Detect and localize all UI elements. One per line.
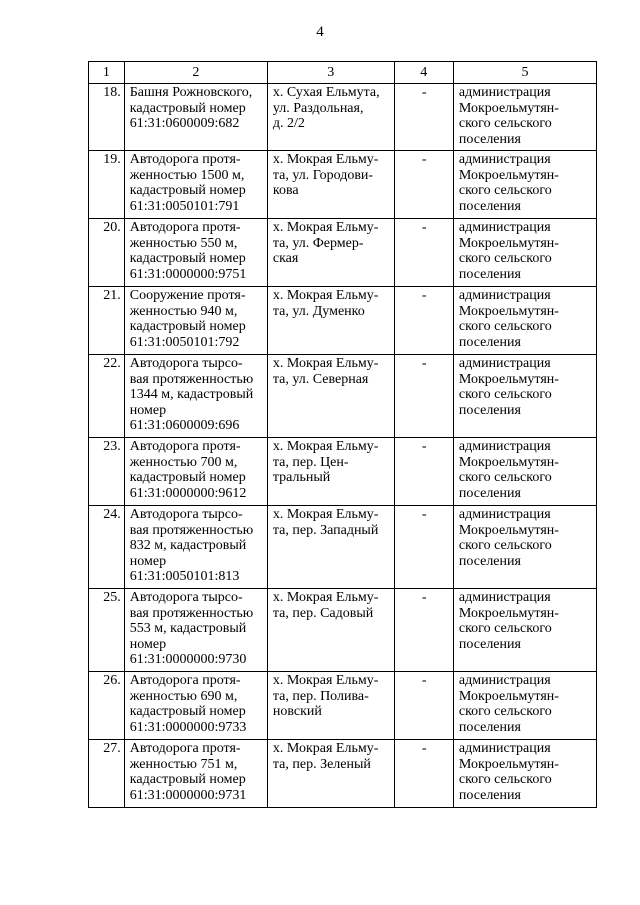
object-name-line: 61:31:0000000:9731	[129, 787, 247, 803]
holder-line: администрация	[458, 85, 551, 100]
object-name-line: Автодорога протя-	[129, 220, 241, 235]
address-line: та, ул. Фермер-	[272, 235, 364, 251]
row-number-cell: 18.	[89, 84, 125, 151]
holder-line: администрация	[458, 741, 551, 756]
holder-cell	[453, 151, 596, 219]
address-line: кова	[272, 183, 299, 198]
table-row	[89, 672, 597, 740]
object-name-line: 61:31:0000000:9751	[129, 266, 247, 282]
object-name-cell	[124, 672, 267, 740]
address-line: х. Мокрая Ельму-	[272, 356, 379, 371]
address-line: та, пер. Зеленый	[272, 756, 371, 772]
holder-line: поселения	[458, 334, 521, 350]
row-number-cell: 19.	[89, 151, 125, 219]
object-name-cell	[124, 589, 267, 672]
column-header: 3	[267, 62, 394, 84]
object-name-line: Автодорога протя-	[129, 152, 241, 167]
address-line: х. Мокрая Ельму-	[272, 439, 379, 454]
object-name-line: Автодорога тырсо-	[129, 356, 243, 371]
object-name-line: женностью 940 м,	[129, 303, 238, 319]
column-4-cell: -	[394, 506, 453, 589]
holder-line: Мокроельмутян-	[458, 371, 559, 387]
holder-line: поселения	[458, 402, 521, 418]
object-name-line: кадастровый номер	[129, 183, 246, 198]
holder-line: поселения	[458, 131, 521, 147]
object-name-line: женностью 751 м,	[129, 756, 238, 772]
holder-line: ского сельского	[458, 538, 552, 553]
holder-cell	[453, 355, 596, 438]
address-line: х. Мокрая Ельму-	[272, 152, 379, 167]
object-name-cell	[124, 287, 267, 355]
object-name-cell	[124, 84, 267, 151]
table-row	[89, 287, 597, 355]
holder-line: Мокроельмутян-	[458, 167, 559, 183]
object-name-cell	[124, 355, 267, 438]
row-number-cell: 26.	[89, 672, 125, 740]
holder-cell	[453, 672, 596, 740]
object-name-line: кадастровый номер	[129, 251, 246, 266]
object-name-line: Автодорога протя-	[129, 673, 241, 688]
address-line: д. 2/2	[272, 116, 305, 131]
holder-line: ского сельского	[458, 772, 552, 787]
holder-line: ского сельского	[458, 319, 552, 334]
address-line: та, пер. Полива-	[272, 688, 369, 704]
object-name-line: кадастровый номер	[129, 470, 246, 485]
holder-cell	[453, 506, 596, 589]
column-4-cell: -	[394, 84, 453, 151]
column-header: 4	[394, 62, 453, 84]
row-number-cell: 24.	[89, 506, 125, 589]
object-name-line: Автодорога протя-	[129, 439, 241, 454]
row-number-cell: 23.	[89, 438, 125, 506]
object-name-line: Автодорога тырсо-	[129, 507, 243, 522]
object-name-cell	[124, 506, 267, 589]
object-name-cell	[124, 740, 267, 808]
object-name-line: 61:31:0000000:9730	[129, 652, 247, 667]
row-number-cell: 27.	[89, 740, 125, 808]
object-name-line: номер	[129, 553, 167, 569]
holder-line: поселения	[458, 719, 521, 735]
holder-line: ского сельского	[458, 387, 552, 402]
holder-line: Мокроельмутян-	[458, 756, 559, 772]
holder-line: Мокроельмутян-	[458, 605, 559, 621]
object-name-line: 61:31:0050101:791	[129, 198, 240, 214]
holder-cell	[453, 84, 596, 151]
row-number-cell: 25.	[89, 589, 125, 672]
holder-line: администрация	[458, 439, 551, 454]
holder-line: администрация	[458, 288, 551, 303]
object-name-line: 61:31:0000000:9612	[129, 485, 247, 501]
object-name-line: вая протяженностью	[129, 371, 254, 387]
holder-line: администрация	[458, 356, 551, 371]
column-4-cell: -	[394, 287, 453, 355]
holder-line: Мокроельмутян-	[458, 235, 559, 251]
address-line: ская	[272, 251, 299, 266]
object-name-line: Автодорога протя-	[129, 741, 241, 756]
holder-line: ского сельского	[458, 470, 552, 485]
holder-line: поселения	[458, 485, 521, 501]
address-line: х. Мокрая Ельму-	[272, 507, 379, 522]
holder-cell	[453, 589, 596, 672]
holder-line: Мокроельмутян-	[458, 688, 559, 704]
holder-line: ского сельского	[458, 183, 552, 198]
row-number-cell: 20.	[89, 219, 125, 287]
holder-cell	[453, 740, 596, 808]
address-line: х. Сухая Ельмута,	[272, 85, 380, 100]
address-line: та, ул. Думенко	[272, 303, 365, 319]
address-line: х. Мокрая Ельму-	[272, 673, 379, 688]
table-row	[89, 589, 597, 672]
holder-line: поселения	[458, 636, 521, 652]
holder-line: Мокроельмутян-	[458, 100, 559, 116]
address-cell	[267, 84, 394, 151]
object-name-line: женностью 700 м,	[129, 454, 238, 470]
address-line: та, ул. Городови-	[272, 167, 374, 183]
table-row	[89, 506, 597, 589]
holder-line: администрация	[458, 507, 551, 522]
holder-cell	[453, 219, 596, 287]
column-4-cell: -	[394, 219, 453, 287]
object-name-line: 553 м, кадастровый	[129, 621, 247, 636]
object-name-line: 832 м, кадастровый	[129, 538, 247, 553]
object-name-line: 61:31:0050101:792	[129, 334, 240, 350]
row-number-cell: 22.	[89, 355, 125, 438]
row-number-cell: 21.	[89, 287, 125, 355]
column-header: 5	[453, 62, 596, 84]
address-cell	[267, 287, 394, 355]
object-name-line: кадастровый номер	[129, 319, 246, 334]
address-cell	[267, 672, 394, 740]
holder-line: Мокроельмутян-	[458, 303, 559, 319]
holder-cell	[453, 438, 596, 506]
holder-cell	[453, 287, 596, 355]
object-name-cell	[124, 219, 267, 287]
holder-line: ского сельского	[458, 621, 552, 636]
address-cell	[267, 506, 394, 589]
address-cell	[267, 740, 394, 808]
table-row	[89, 84, 597, 151]
address-cell	[267, 151, 394, 219]
holder-line: поселения	[458, 553, 521, 569]
column-4-cell: -	[394, 151, 453, 219]
address-line: х. Мокрая Ельму-	[272, 288, 379, 303]
address-line: х. Мокрая Ельму-	[272, 590, 379, 605]
object-name-cell	[124, 151, 267, 219]
page-number: 4	[316, 24, 324, 40]
holder-line: администрация	[458, 673, 551, 688]
address-line: та, пер. Цен-	[272, 454, 349, 470]
holder-line: ского сельского	[458, 704, 552, 719]
column-4-cell: -	[394, 355, 453, 438]
address-cell	[267, 589, 394, 672]
object-name-line: вая протяженностью	[129, 605, 254, 621]
object-name-line: 1344 м, кадастровый	[129, 387, 254, 402]
holder-line: администрация	[458, 152, 551, 167]
address-cell	[267, 438, 394, 506]
address-cell	[267, 355, 394, 438]
table-row	[89, 151, 597, 219]
holder-line: Мокроельмутян-	[458, 522, 559, 538]
holder-line: поселения	[458, 787, 521, 803]
address-line: х. Мокрая Ельму-	[272, 220, 379, 235]
address-line: та, пер. Садовый	[272, 605, 374, 621]
column-number-header-row	[89, 62, 597, 84]
object-name-line: вая протяженностью	[129, 522, 254, 538]
address-line: х. Мокрая Ельму-	[272, 741, 379, 756]
column-4-cell: -	[394, 438, 453, 506]
object-name-line: женностью 690 м,	[129, 688, 238, 704]
object-name-line: кадастровый номер	[129, 772, 246, 787]
holder-line: поселения	[458, 198, 521, 214]
object-name-line: 61:31:0600009:682	[129, 116, 240, 131]
object-name-line: номер	[129, 402, 167, 418]
address-line: та, ул. Северная	[272, 371, 369, 387]
object-name-line: женностью 550 м,	[129, 235, 238, 251]
holder-line: поселения	[458, 266, 521, 282]
address-line: новский	[272, 704, 322, 719]
object-name-line: 61:31:0600009:696	[129, 418, 240, 433]
column-header: 1	[89, 62, 125, 84]
object-name-line: женностью 1500 м,	[129, 167, 245, 183]
object-name-line: Сооружение протя-	[129, 288, 246, 303]
address-line: та, пер. Западный	[272, 522, 379, 538]
column-4-cell: -	[394, 740, 453, 808]
holder-line: администрация	[458, 220, 551, 235]
holder-line: ского сельского	[458, 251, 552, 266]
column-header: 2	[124, 62, 267, 84]
column-4-cell: -	[394, 589, 453, 672]
object-name-line: 61:31:0000000:9733	[129, 719, 247, 735]
table-row	[89, 438, 597, 506]
table-row	[89, 740, 597, 808]
object-name-line: Башня Рожновского,	[129, 85, 253, 100]
address-line: тральный	[272, 470, 331, 485]
column-4-cell: -	[394, 672, 453, 740]
object-name-line: кадастровый номер	[129, 100, 246, 116]
object-name-line: Автодорога тырсо-	[129, 590, 243, 605]
address-line: ул. Раздольная,	[272, 100, 364, 116]
property-register-table	[88, 61, 597, 808]
holder-line: администрация	[458, 590, 551, 605]
holder-line: Мокроельмутян-	[458, 454, 559, 470]
object-name-line: кадастровый номер	[129, 704, 246, 719]
table-row	[89, 355, 597, 438]
holder-line: ского сельского	[458, 116, 552, 131]
object-name-line: номер	[129, 636, 167, 652]
address-cell	[267, 219, 394, 287]
table-row	[89, 219, 597, 287]
object-name-cell	[124, 438, 267, 506]
object-name-line: 61:31:0050101:813	[129, 569, 240, 584]
